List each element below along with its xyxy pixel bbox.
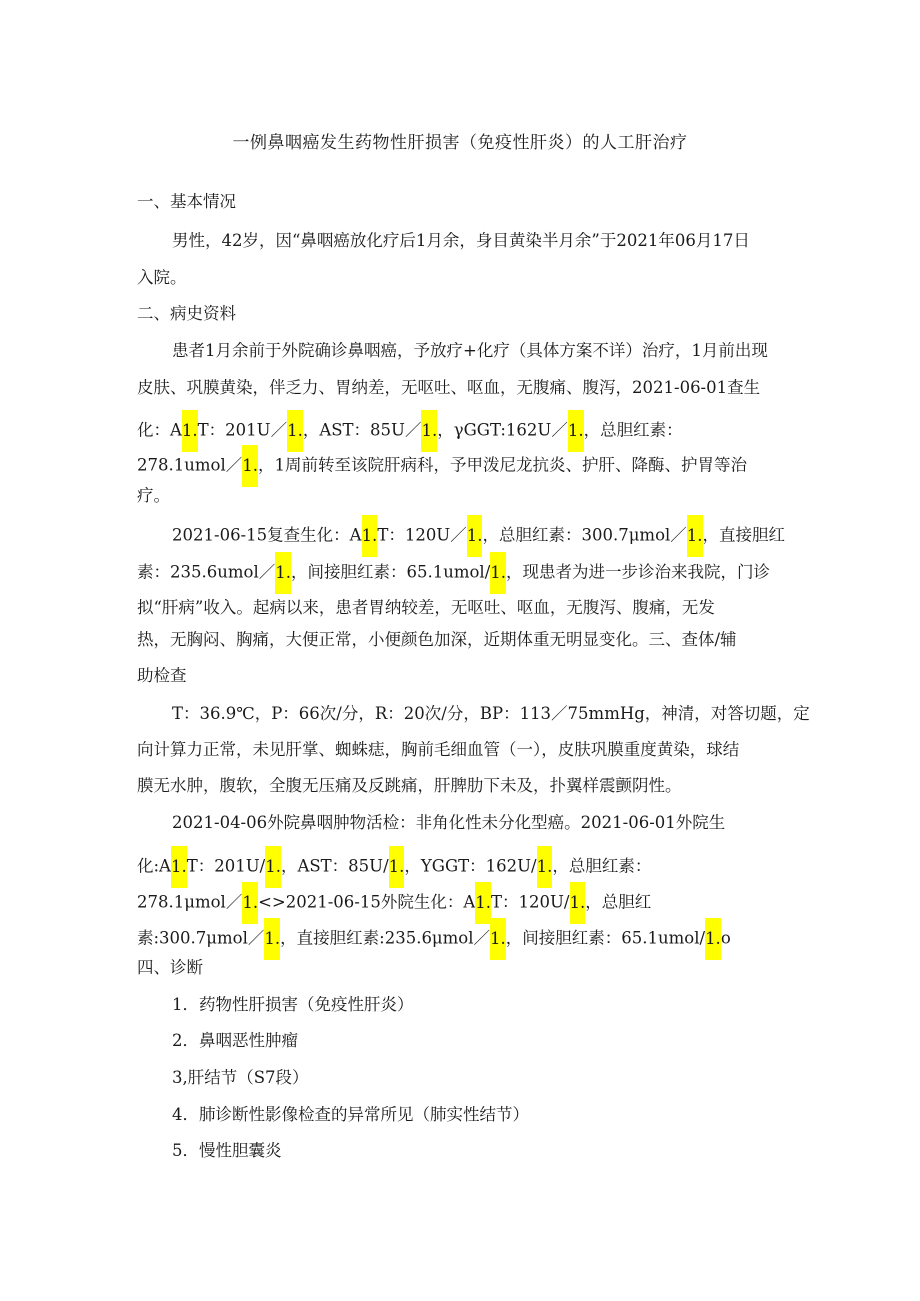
- text-line: 素：235.6umol／1.，间接胆红素：65.1umol/1.，现患者为进一步诊治来我院，门诊: [137, 552, 770, 594]
- highlight-mark: 1.: [475, 882, 491, 924]
- highlight-mark: 1.: [705, 918, 721, 960]
- highlight-mark: 1.: [182, 410, 198, 452]
- diagnosis-item: 2．鼻咽恶性肿瘤: [172, 1031, 298, 1050]
- text-line: 男性，42岁，因“鼻咽癌放化疗后1月余，身目黄染半月余”于2021年06月17日: [172, 231, 750, 250]
- highlight-mark: 1.: [242, 445, 258, 487]
- diagnosis-item: 3,肝结节（S7段）: [172, 1068, 309, 1087]
- text-line: 化:A1.T：201U/1.，AST：85U/1.，YGGT：162U/1.，总胆红素：: [137, 846, 651, 888]
- highlight-mark: 1.: [264, 918, 280, 960]
- document-title: 一例鼻咽癌发生药物性肝损害（免疫性肝炎）的人工肝治疗: [232, 133, 688, 153]
- text-line: 入院。: [137, 268, 187, 287]
- highlight-mark: 1.: [537, 846, 553, 888]
- text-line: 2021-06-15复查生化：A1.T：120U／1.，总胆红素：300.7μmol／1.，直接胆红: [172, 515, 785, 557]
- highlight-mark: 1.: [568, 410, 584, 452]
- highlight-mark: 1.: [265, 846, 281, 888]
- text-line: 助检查: [137, 666, 187, 685]
- highlight-mark: 1.: [570, 882, 586, 924]
- highlight-mark: 1.: [490, 918, 506, 960]
- highlight-mark: 1.: [242, 882, 258, 924]
- highlight-mark: 1.: [421, 410, 437, 452]
- text-line: 278.1umol／1.，1周前转至该院肝病科，予甲泼尼龙抗炎、护肝、降酶、护胃等治: [137, 445, 747, 487]
- highlight-mark: 1.: [362, 515, 378, 557]
- highlight-mark: 1.: [490, 552, 506, 594]
- text-line: 膜无水肿，腹软，全腹无压痛及反跳痛，肝脾肋下未及，扑翼样震颤阴性。: [137, 776, 682, 795]
- section-heading-history: 二、病史资料: [137, 304, 236, 323]
- highlight-mark: 1.: [275, 552, 291, 594]
- highlight-mark: 1.: [171, 846, 187, 888]
- diagnosis-item: 1．药物性肝损害（免疫性肝炎）: [172, 995, 414, 1014]
- section-heading-diagnosis: 四、诊断: [137, 958, 203, 977]
- text-line: T：36.9℃，P：66次/分，R：20次/分，BP：113／75mmHg，神清，对答切题，定: [172, 704, 810, 723]
- section-heading-basic: 一、基本情况: [137, 192, 236, 211]
- text-line: 化：A1.T：201U／1.，AST：85U／1.，γGGT:162U／1.，总胆红素：: [137, 410, 683, 452]
- text-line: 拟“肝病”收入。起病以来，患者胃纳较差，无呕吐、呕血，无腹泻、腹痛，无发: [137, 598, 715, 617]
- text-line: 278.1μmol／1.<>2021-06-15外院生化：A1.T：120U/1.，总胆红: [137, 882, 651, 924]
- text-line: 皮肤、巩膜黄染，伴乏力、胃纳差，无呕吐、呕血，无腹痛、腹泻，2021-06-01查生: [137, 378, 761, 397]
- highlight-mark: 1.: [467, 515, 483, 557]
- highlight-mark: 1.: [287, 410, 303, 452]
- text-line: 疗。: [137, 486, 170, 505]
- diagnosis-item: 5．慢性胆囊炎: [172, 1141, 282, 1160]
- text-line: 2021-04-06外院鼻咽肿物活检：非角化性未分化型癌。2021-06-01外院生: [172, 813, 726, 832]
- highlight-mark: 1.: [687, 515, 703, 557]
- text-line: 向计算力正常，未见肝掌、蜘蛛痣，胸前毛细血管（一），皮肤巩膜重度黄染，球结: [137, 740, 740, 759]
- diagnosis-item: 4．肺诊断性影像检查的异常所见（肺实性结节）: [172, 1105, 529, 1124]
- text-line: 患者1月余前于外院确诊鼻咽癌，予放疗+化疗（具体方案不详）治疗，1月前出现: [172, 341, 768, 360]
- text-line: 热，无胸闷、胸痛，大便正常，小便颜色加深，近期体重无明显变化。三、查体/辅: [137, 630, 737, 649]
- text-line: 素:300.7μmol／1.，直接胆红素:235.6μmol／1.，间接胆红素：65.1umol/1.o: [137, 918, 731, 960]
- highlight-mark: 1.: [389, 846, 405, 888]
